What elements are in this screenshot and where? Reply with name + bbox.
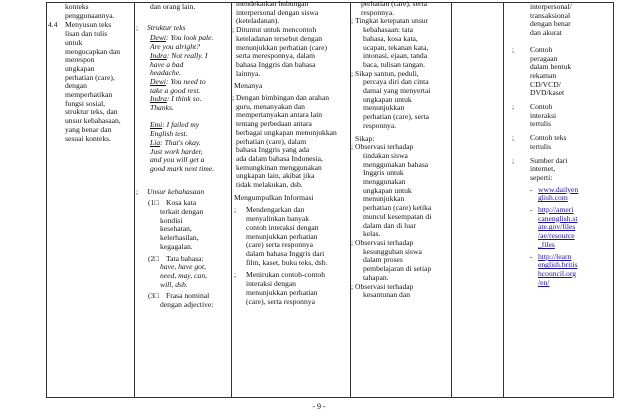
list-item: (2□ Tata bahasa:	[148, 253, 204, 263]
section-heading: Mengumpulkan Informasi	[234, 192, 314, 202]
competency-text: Menyusun teks lisan dan tulis untuk mengucapkan dan merespon ungkapan perhatian (care), dengan memperhatikan fungsi sosial, struktur teks, dan unsur kebahasaan, yang benar dan sesuai konteks.	[65, 20, 121, 143]
competency-number: 4.4	[48, 20, 58, 30]
section-heading: Unsur kebahasaan	[147, 186, 205, 196]
section-heading: Sikap:	[355, 133, 375, 143]
resource-link[interactable]: - http://learn english.britis hcouncil.org /en/	[530, 251, 578, 287]
resource-link[interactable]: - www.dailyen glish.com	[530, 184, 579, 203]
dialog-example: Dewi: You look pale. Are you alright? Indra: Not really. I have a bad headache. Dewi: You need to take a good rest. Indra: I think so. Thanks. Emi: I failed my English test. Lia: That's okay. Just work harder, and you will get a good mark next time.	[150, 33, 215, 173]
column-divider	[503, 3, 504, 397]
resource-link[interactable]: - http://ameri canenglish.st ate.gov/files /ae/resource _files	[530, 205, 578, 249]
text-line: dan orang lain.	[150, 2, 196, 11]
resources-cell: interpersonal/ transaksional dengan benar dan akurat ; Contoh peragaan dalam bentuk rekaman CD/VCD/ DVD/kaset ; Contoh interaksi tertulis ; Contoh teks tertulis ; Sumber dari internet, seperti: - www.dailyen glish.com - http://ameri canenglish.st ate.gov/files /ae/resource _files - http://learn english.britis hcouncil.org /en/	[508, 0, 612, 287]
column-divider	[451, 3, 452, 397]
section-heading: Struktur teks	[147, 22, 186, 32]
competency-cell	[48, 0, 132, 143]
section-heading: Menanya	[234, 81, 263, 91]
assessment-cell: perhatian (care), serta responnya. ; Tingkat ketepatan unsur kebahasaan: tata bahasa, kosa kata, ucapan, tekanan kata, intonasi, ejaan, tanda baca, tulisan tangan. ; Sikap santun, peduli, percaya diri dan cinta damai yang menyertai ungkapan untuk menunjukkan perhatian (care), serta responnya. Sikap: ; Observasi terhadap tindakan siswa menggunakan bahasa Inggris untuk menggunakan ungkapan untuk menunjukkan perhatian (care) ketika muncul kesempatan di dalam dan di luar kelas. ; Observasi terhadap kesungguhan siswa dalam proses pembelajaran di setiap tahapan. ; Observasi terhadap kesantunan dan	[351, 0, 451, 300]
list-item: (3□ Frasa nominal	[148, 291, 210, 301]
column-divider	[134, 3, 135, 397]
language-features: (1□ Kosa kata terkait dengan kondisi kesehatan, kelerhasilan, kegagalan. (2□ Tata bahasa: have, have got, need, may, can, will, dsb. (3□ Frasa nominal dengan adjective:	[136, 199, 230, 309]
learning-cell: mendekatkan hubungan interpersonal dengan siswa (keteladanan). ; Dituntut untuk mencontoh keteladanan tersebut dengan menunjukkan perhatian (care) serta meresponnya, dalam bahasa Inggris dan bahasa lainnya. Menanya ; Dengan bimbingan dan arahan guru, menanyakan dan mempertanyakan antara lain tentang perbedaan antara berbagai ungkapan menunjukkan perhatian (care), dalam bahasa Inggris yang ada ada dalam bahasa Indonesia, kemungkinan menggunakan ungkapan lain, akibat jika tidak melakukan, dsb. Mengumpulkan Informasi ; Mendengarkan dan menyalinkan banyak contoh interaksi dengan menunjukkan perhatian (care) serta responnya dalam bahasa Inggris dari film, kaset, buku teks, dsb. ; Menirukan contoh-contoh interaksi dengan menunjukkan perhatian (care), serta responnya	[232, 0, 350, 306]
page-number: - 9 -	[312, 402, 326, 411]
text-line: konteks	[65, 2, 89, 11]
text-line: penggunaannya.	[65, 10, 115, 20]
list-item: (1□ Kosa kata	[148, 198, 197, 208]
material-cell: dan orang lain. ; Struktur teks Dewi: You look pale. Are you alright? Indra: Not really. I have a bad headache. Dewi: You need to take a good rest. Indra: I think so. Thanks. Emi: I failed my English test. Lia: That's okay. Just work harder, and you will get a good mark next time. ; Unsur kebahasaan (1□ Kosa kata terkait dengan kondisi kesehatan, kelerhasilan, kegagalan. (2□ Tata bahasa: have, have got, need, may, can, will, dsb. (3□ Frasa nominal dengan adjective:	[136, 0, 230, 310]
